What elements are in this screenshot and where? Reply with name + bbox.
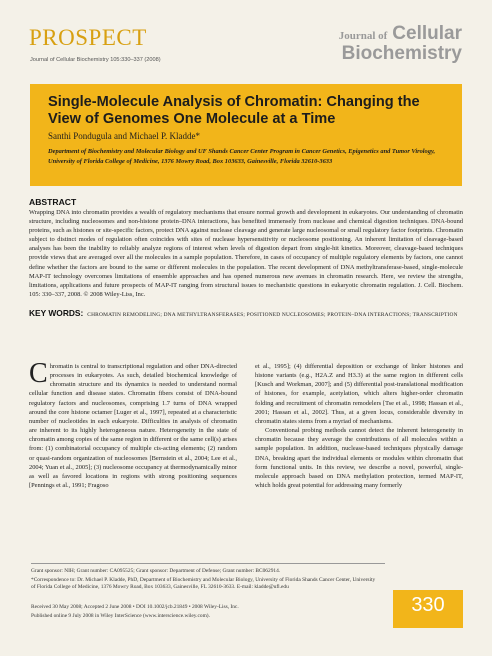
drop-cap: C: [29, 358, 48, 389]
brand-biochemistry: Biochemistry: [341, 43, 462, 64]
abstract-heading: ABSTRACT: [29, 197, 77, 207]
brand-journal-of: Journal of: [338, 30, 388, 42]
article-title: Single-Molecule Analysis of Chromatin: Changing the View of Genomes One Molecule at a Time: [48, 94, 420, 127]
article-authors: Santhi Pondugula and Michael P. Kladde*: [48, 131, 200, 141]
body-column-left: [29, 358, 237, 490]
body-column-right: [255, 362, 463, 490]
keywords-label: KEY WORDS:: [29, 308, 84, 318]
keywords-text: CHROMATIN REMODELING; DNA METHYLTRANSFERASES; POSITIONED NUCLEOSOMES; PROTEIN–DNA INTERACTIONS; TRANSCRIPTION: [87, 312, 458, 318]
keywords: [29, 307, 463, 320]
published-online: Published online 9 July 2008 in Wiley InterScience (www.interscience.wiley.com).: [31, 613, 210, 619]
abstract-text: Wrapping DNA into chromatin provides a wealth of regulatory mechanisms that ensure normal growth and development in eukaryotes. Our understanding of chromatin structure, including nucleosomes and non-histone protein–DNA interactions, has benefited immensely from nuclease and chemical digestion techniques. DNA-bound proteins, such as histones or site-specific factors, protect DNA against nuclease cleavage and generate large nucleosomal or small regulatory factor footprints. Chromatin subject to distinct modes of regulation often coincides with sites of nuclease hypersensitivity or nucleosome positioning. An inherent limitation of cleavage-based analyses has been the inability to reliably analyze regions of interest when levels of digestion depart from single-hit kinetics. Moreover, cleavage-based techniques provide views that are averaged over all the molecules in a sample population. Therefore, in cases of occupancy of multiple regulatory elements by factors, one cannot define whether the factors are bound to the same or different molecules in the population. The recent development of DNA methyltransferase-based, single-molecule MAP-IT technology overcomes limitations of ensemble approaches and has opened numerous new avenues in chromatin research. Here, we review the strengths, limitations, applications and future prospects of MAP-IT ranging from structural issues to mechanistic questions in eukaryotic chromatin regulation. J. Cell. Biochem. 105: 330–337, 2008. © 2008 Wiley-Liss, Inc.: [29, 209, 463, 298]
publication-dates: Received 30 May 2008; Accepted 2 June 2008 • DOI 10.1002/jcb.21849 • 2008 Wiley-Liss, Inc.: [31, 604, 239, 610]
brand-cellular: Cellular: [392, 23, 462, 44]
body-paragraph-continued: et al., 1995]; (4) differential deposition or exchange of linker histones and histone variants (e.g., H2A.Z and H3.3) at the same region in different cells [Kusch and Workman, 2007]; and (5) differential post-translational modification of histones, for example, acetylation, which alters higher-order chromatin folding and recruitment of chromatin remodelers [Tse et al., 1998; Hassan et al., 2001; Hassan et al., 2002]. Thus, at a given locus, considerable diversity in chromatin states stems from a myriad of mechanisms.: [255, 363, 463, 425]
journal-brand-logo: [339, 24, 462, 63]
body-paragraph-2: Conventional probing methods cannot detect the inherent heterogeneity in chromatin because they average the contributions of all molecules within a sample population. In addition, nuclease-based techniques physically damage DNA, breaking apart the individual elements or modules within chromatin that form functional units. In this review, we describe a novel, powerful, single-molecule approach based on DNA methylation protection, termed MAP-IT, which holds great potential for addressing many formerly: [255, 427, 463, 490]
author-affiliation: Department of Biochemistry and Molecular Biology and UF Shands Cancer Center Program in Cancer Genetics, Epigenetics and Tumor Virology, University of Florida College of Medicine, 1376 Mowry Road, Box 103633, Gainesville, Florida 32610-3633: [48, 148, 436, 165]
body-paragraph-1: hromatin is central to transcriptional regulation and other DNA-directed processes in eukaryotes. As such, detailed biochemical knowledge of chromatin structure and its dynamics is needed to understand normal cellular function and disease states. Chromatin fibers consist of DNA-bound regulatory factors and nucleosomes, comprising 1.7 turns of DNA wrapped around the core histone octamer [Luger et al., 1997], repeated at a characteristic number of nucleotides in each eukaryote. Difficulties in analysis of chromatin are inherent to its highly heterogeneous nature. Heterogeneity in the state of chromatin among copies of the same region in different or the same cell(s) arises from: (1) combinatorial occupancy of multiple cis-acting elements; (2) random or quasi-random organization of nucleosomes [Bernstein et al., 2004; Lee et al., 2004; Yuan et al., 2005]; (3) nucleosome occupancy at thermodynamically minor as well as favored locations in regions with strong positioning sequences [Pennings et al., 1991; Fragoso: [29, 363, 237, 490]
section-label: PROSPECT: [29, 25, 147, 50]
correspondence-info: *Correspondence to: Dr. Michael P. Kladde, PhD, Department of Biochemistry and Molecular Biology, University of Florida Shands Cancer Center, University of Florida College of Medicine, 1376 Mowry Road, Box 103633, Gainesville, FL 32610-3633. E-mail: kladde@ufl.edu: [31, 577, 376, 591]
page-number: 330: [411, 594, 445, 616]
grant-info: Grant sponsor: NIH; Grant number: CA095525; Grant sponsor: Department of Defense; Grant number: BC062914.: [31, 568, 281, 574]
journal-citation: Journal of Cellular Biochemistry 105:330–337 (2008): [30, 57, 161, 63]
